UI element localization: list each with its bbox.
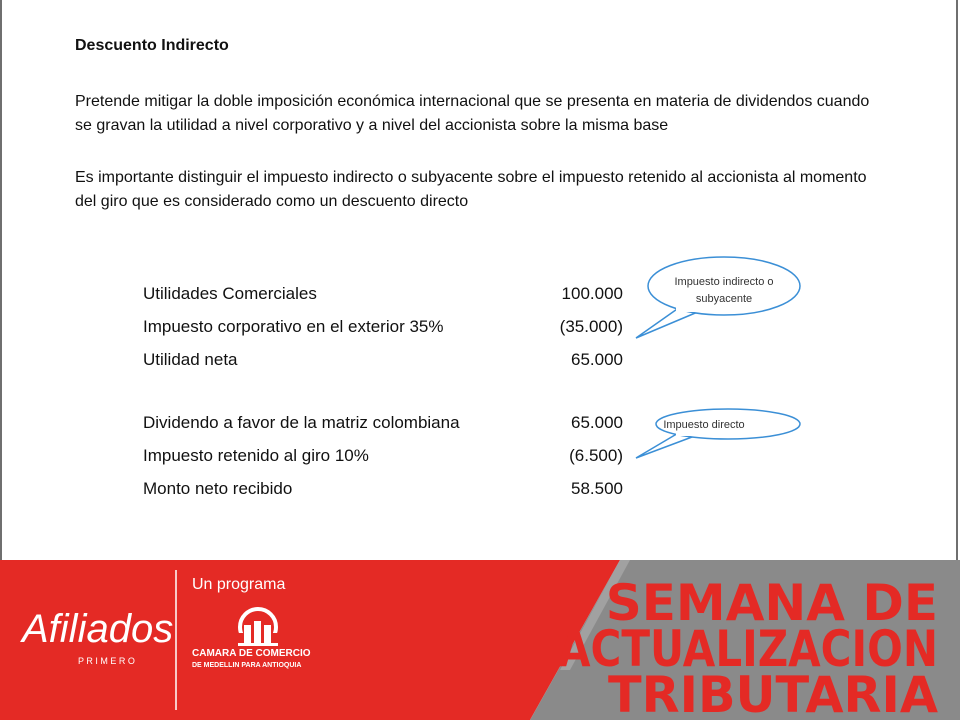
row-label: Utilidad neta: [143, 350, 238, 369]
row-label: Impuesto retenido al giro 10%: [143, 446, 369, 465]
paragraph-1: Pretende mitigar la doble imposición económica internacional que se presenta en materia de dividendos cuando se gravan la utilidad a nivel corporativo y a nivel del accionista sobre la misma base: [75, 93, 870, 134]
slide-title: Descuento Indirecto: [75, 37, 229, 54]
callout-indirect: [636, 257, 800, 338]
callout-direct: [636, 409, 800, 458]
footer-banner: [0, 560, 960, 720]
row-label: Monto neto recibido: [143, 479, 293, 498]
row-value: 58.500: [571, 479, 623, 498]
paragraph-2: Es importante distinguir el impuesto indirecto o subyacente sobre el impuesto retenido al accionista al momento del giro que es considerado como un descuento directo: [75, 169, 867, 210]
banner-line-1: SEMANA DE: [605, 574, 938, 632]
row-label: Utilidades Comerciales: [143, 284, 317, 303]
row-label: Impuesto corporativo en el exterior 35%: [143, 317, 444, 336]
row-value: 65.000: [571, 350, 623, 369]
row-value: (35.000): [559, 317, 623, 336]
afiliados-logo-script: Afiliados: [22, 607, 174, 651]
callout-indirect-line2: subyacente: [695, 293, 753, 305]
row-value: (6.500): [569, 446, 623, 465]
callout-indirect-line1: Impuesto indirecto o: [674, 276, 774, 288]
banner-line-3: TRIBUTARIA: [608, 666, 939, 720]
row-value: 65.000: [571, 413, 623, 432]
row-label: Dividendo a favor de la matriz colombiana: [143, 413, 460, 432]
afiliados-logo-sub: P R I M E R O: [78, 656, 135, 666]
chamber-name: CAMARA DE COMERCIO: [192, 648, 311, 659]
banner-line-2: ACTUALIZACION: [558, 620, 938, 678]
program-label: Un programa: [192, 576, 286, 593]
row-value: 100.000: [561, 284, 623, 303]
chamber-sub: DE MEDELLIN PARA ANTIOQUIA: [192, 662, 302, 669]
callout-direct-text: Impuesto directo: [663, 419, 745, 431]
